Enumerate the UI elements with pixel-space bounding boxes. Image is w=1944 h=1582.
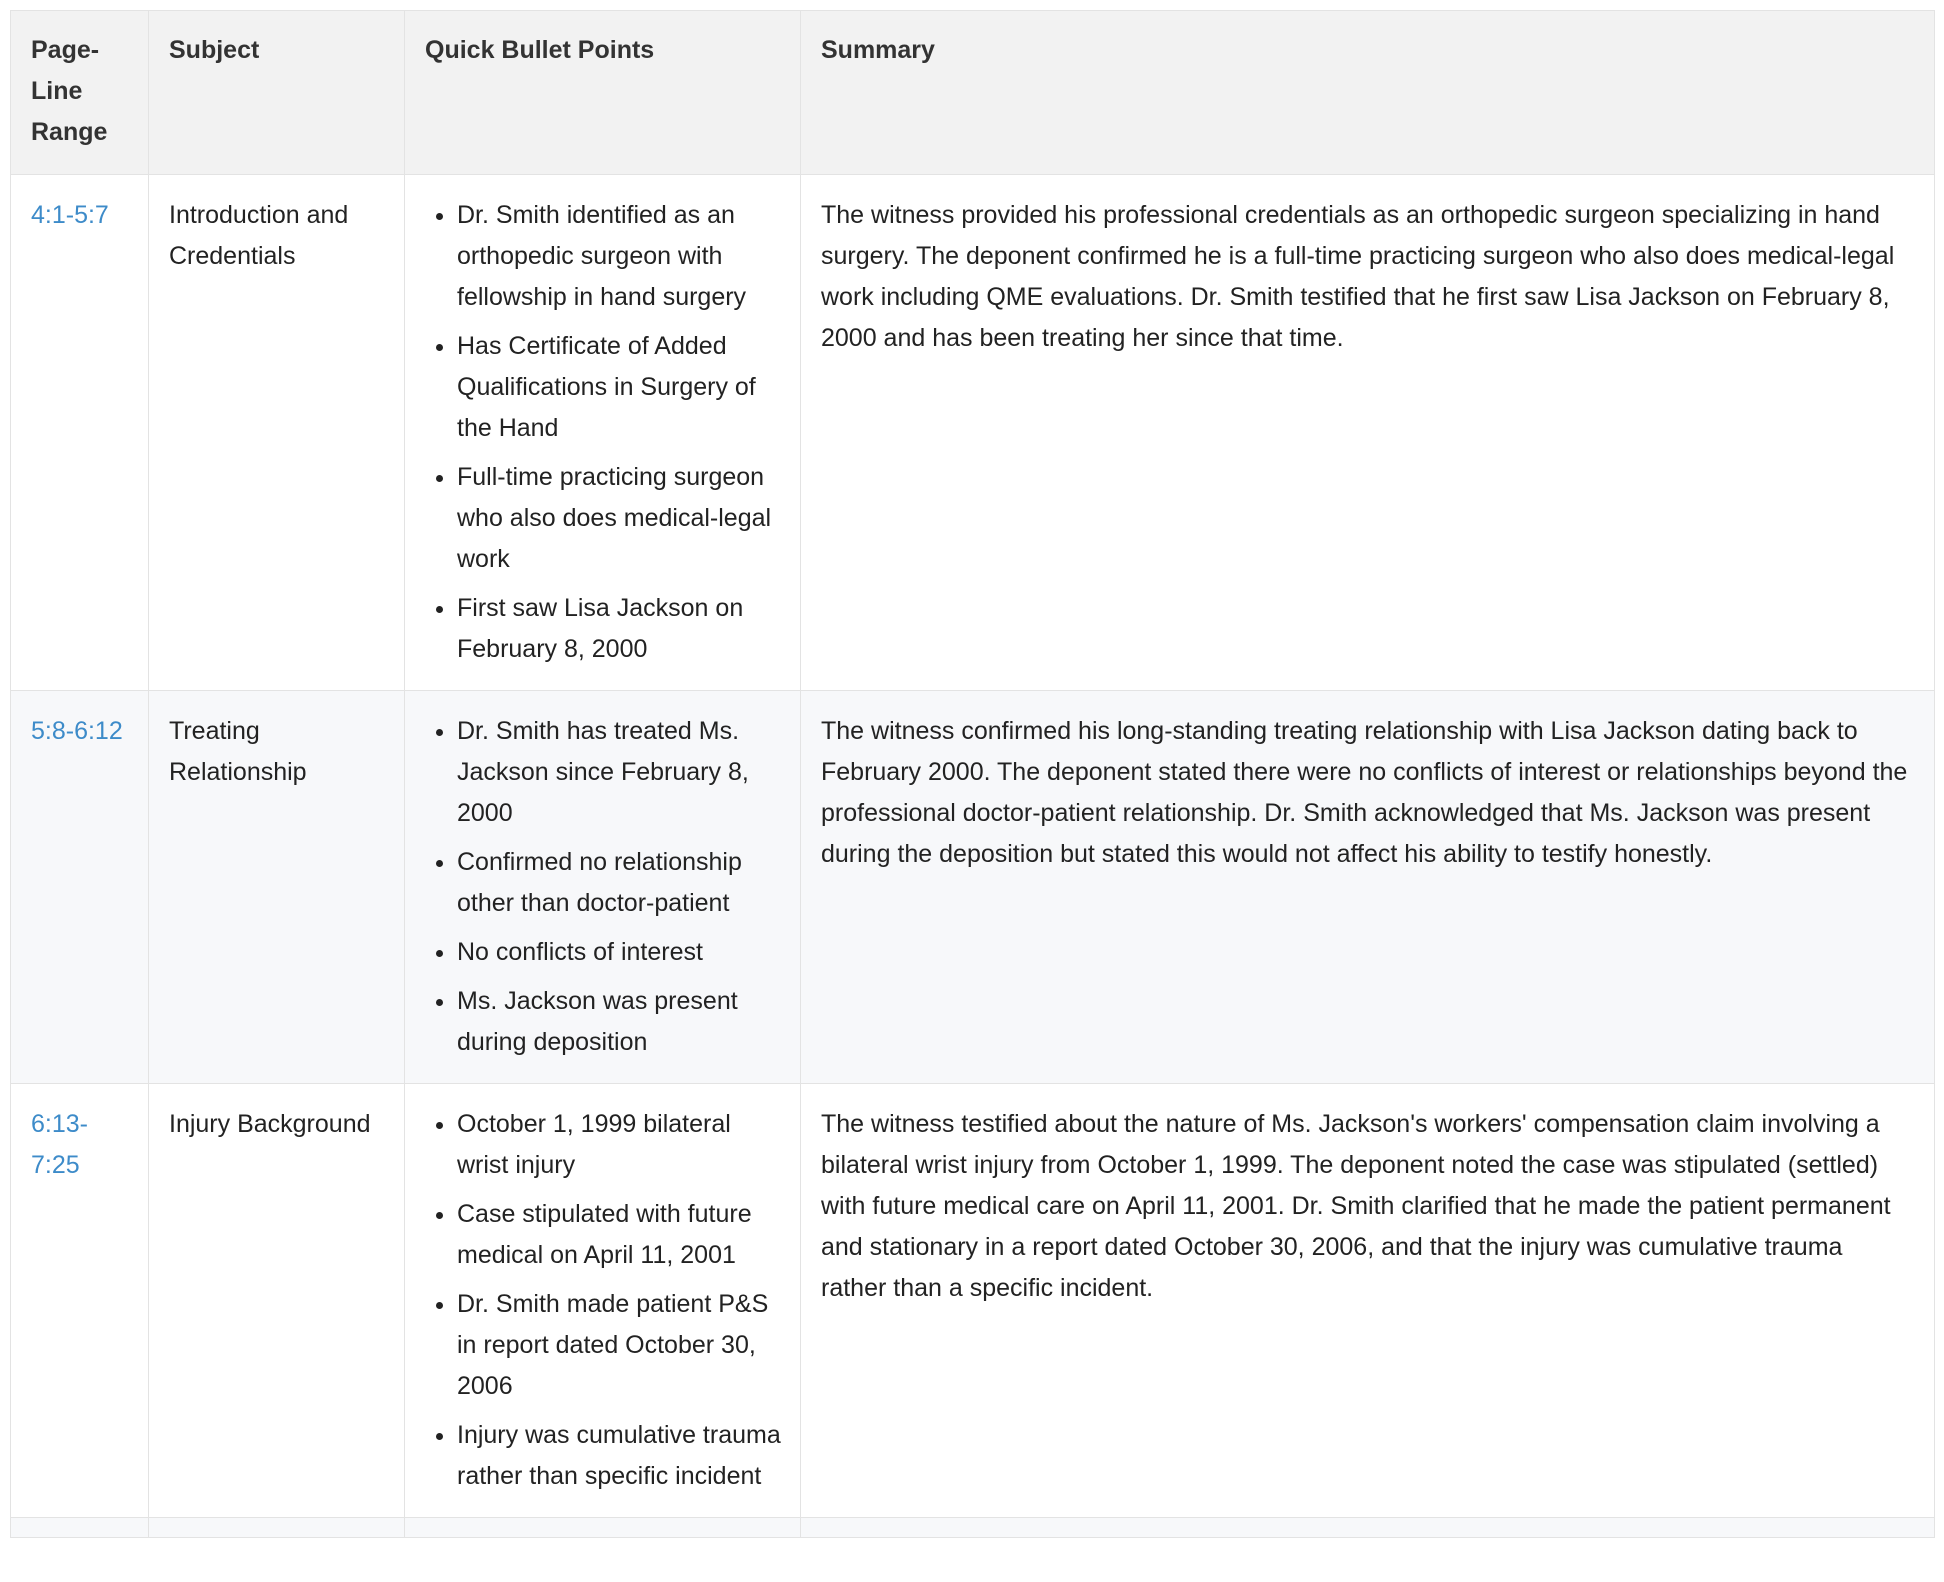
range-cell <box>11 1084 149 1518</box>
header-subject: Subject <box>149 11 405 175</box>
bullet-item: • October 1, 1999 bilateral wrist injury <box>457 1104 782 1186</box>
summary-cell: The witness confirmed his long-standing treating relationship with Lisa Jackson dating back to February 2000. The deponent stated there were no conflicts of interest or relationships beyond the professional doctor-patient relationship. Dr. Smith acknowledged that Ms. Jackson was present during the deposition but stated this would not affect his ability to testify honestly. <box>801 691 1935 1084</box>
header-quick-bullet-points: Quick Bullet Points <box>405 11 801 175</box>
bullets-cell <box>405 691 801 1084</box>
summary-cell: The witness provided his professional credentials as an orthopedic surgeon specializing in hand surgery. The deponent confirmed he is a full-time practicing surgeon who also does medical-legal work including QME evaluations. Dr. Smith testified that he first saw Lisa Jackson on February 8, 2000 and has been treating her since that time. <box>801 175 1935 691</box>
bullets-cell <box>405 1518 801 1538</box>
bullet-item: • Dr. Smith has treated Ms. Jackson since February 8, 2000 <box>457 711 782 834</box>
range-link[interactable]: 4:1-5:7 <box>31 201 109 229</box>
subject-cell <box>149 1518 405 1538</box>
summary-cell <box>801 1518 1935 1538</box>
table-row <box>11 175 1935 691</box>
bullet-item: • Confirmed no relationship other than doctor-patient <box>457 842 782 924</box>
table-row-partial <box>11 1518 1935 1538</box>
table-header-row <box>11 11 1935 175</box>
bullet-item: • Has Certificate of Added Qualifications in Surgery of the Hand <box>457 326 782 449</box>
bullet-list <box>425 711 782 1063</box>
bullet-item: • Case stipulated with future medical on April 11, 2001 <box>457 1194 782 1276</box>
subject-cell: Injury Background <box>149 1084 405 1518</box>
range-cell <box>11 1518 149 1538</box>
range-link[interactable]: 5:8-6:12 <box>31 717 123 745</box>
bullet-item: • Dr. Smith identified as an orthopedic surgeon with fellowship in hand surgery <box>457 195 782 318</box>
bullet-list <box>425 1104 782 1497</box>
bullet-item: • Injury was cumulative trauma rather than specific incident <box>457 1415 782 1497</box>
bullet-item: • No conflicts of interest <box>457 932 782 973</box>
bullet-item: • Ms. Jackson was present during deposition <box>457 981 782 1063</box>
bullet-item: • Full-time practicing surgeon who also does medical-legal work <box>457 457 782 580</box>
bullets-cell <box>405 175 801 691</box>
table-row <box>11 1084 1935 1518</box>
table-row <box>11 691 1935 1084</box>
range-cell <box>11 691 149 1084</box>
range-cell <box>11 175 149 691</box>
bullet-item: • First saw Lisa Jackson on February 8, 2000 <box>457 588 782 670</box>
summary-cell: The witness testified about the nature of Ms. Jackson's workers' compensation claim involving a bilateral wrist injury from October 1, 1999. The deponent noted the case was stipulated (settled) with future medical care on April 11, 2001. Dr. Smith clarified that he made the patient permanent and stationary in a report dated October 30, 2006, and that the injury was cumulative trauma rather than a specific incident. <box>801 1084 1935 1518</box>
header-page-line-range: Page-Line Range <box>11 11 149 175</box>
bullet-item: • Dr. Smith made patient P&S in report dated October 30, 2006 <box>457 1284 782 1407</box>
subject-cell: Introduction and Credentials <box>149 175 405 691</box>
deposition-summary-table-container <box>10 10 1934 1538</box>
subject-cell: Treating Relationship <box>149 691 405 1084</box>
deposition-summary-table <box>10 10 1935 1538</box>
bullets-cell <box>405 1084 801 1518</box>
header-summary: Summary <box>801 11 1935 175</box>
range-link[interactable]: 6:13-7:25 <box>31 1110 88 1179</box>
bullet-list <box>425 195 782 670</box>
